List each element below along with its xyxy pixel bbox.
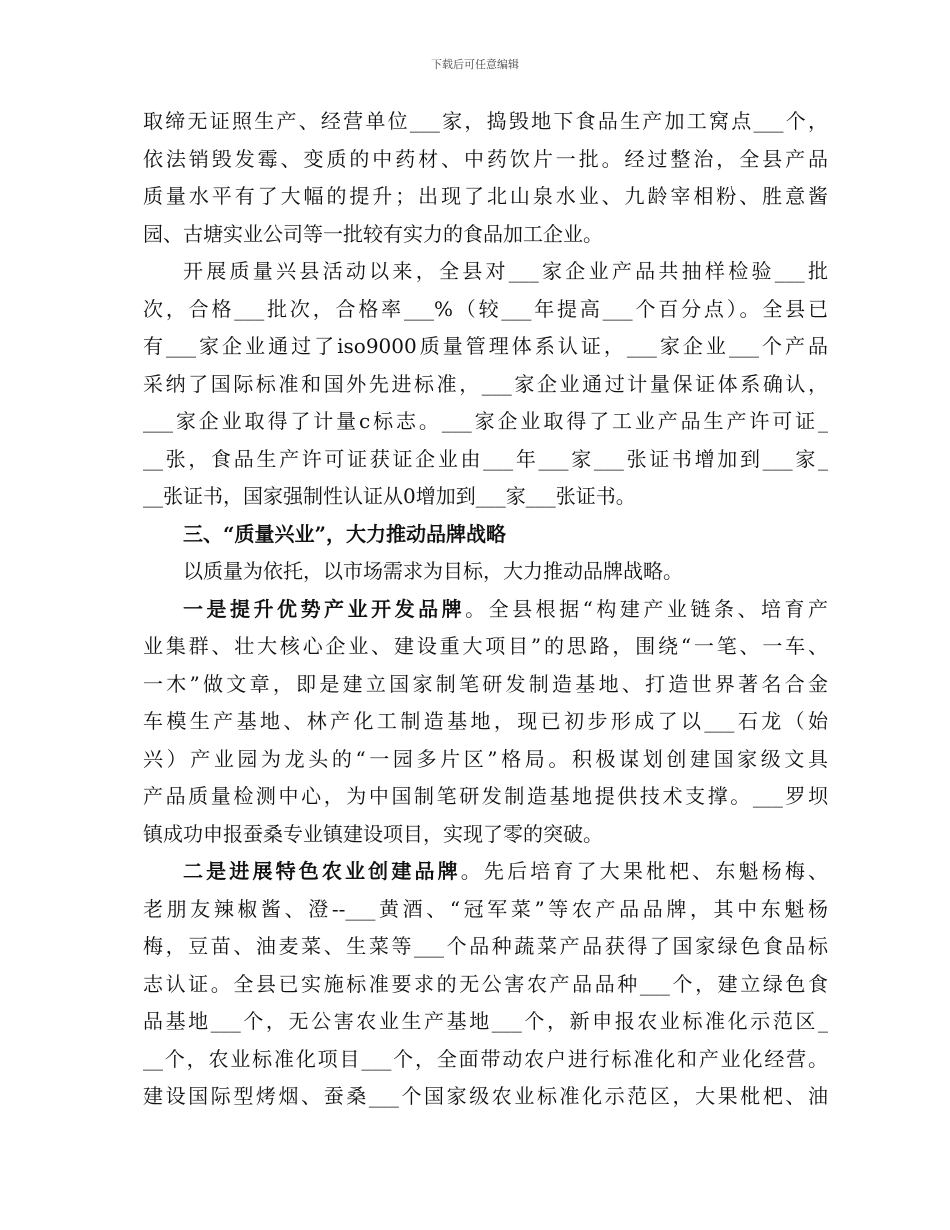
text-line (143, 966, 828, 1004)
line-text: 三、“质量兴业”，大力推动品牌战略 (183, 521, 507, 546)
line-text: 产品质量检测中心，为中国制笔研发制造基地提供技术支撑。___罗坝 (143, 784, 828, 808)
text-line (143, 478, 828, 516)
line-text: 园、古塘实业公司等一批较有实力的食品加工企业。 (143, 221, 603, 246)
line-text: 以质量为依托，以市场需求为目标，大力推动品牌战略。 (183, 559, 683, 583)
line-text: 业集群、壮大核心企业、建设重大项目”的思路，围绕“一笔、一车、 (143, 634, 828, 658)
text-line (143, 141, 828, 179)
text-line (143, 366, 828, 404)
text-line (143, 853, 828, 891)
text-line (143, 178, 828, 216)
line-text: __张，食品生产许可证获证企业由___年___家___张证书增加到___家_ (143, 446, 828, 471)
text-line (143, 816, 828, 854)
text-line (143, 628, 828, 666)
text-line (143, 1003, 828, 1041)
line-text: 。先后培育了大果枇杷、东魁杨梅、 (460, 859, 829, 883)
text-line (143, 103, 828, 141)
text-line (143, 253, 828, 291)
line-text: 采纳了国际标准和国外先进标准，___家企业通过计量保证体系确认， (143, 371, 828, 396)
line-text: 取缔无证照生产、经营单位___家，捣毁地下食品生产加工窝点___个， (143, 109, 828, 133)
text-line (143, 778, 828, 816)
line-text: 有___家企业通过了iso9000质量管理体系认证，___家企业___个产品 (143, 334, 828, 358)
section-heading (143, 516, 828, 554)
line-text: 质量水平有了大幅的提升；出现了北山泉水业、九龄宰相粉、胜意酱 (143, 184, 828, 208)
text-line (143, 403, 828, 441)
text-line (143, 328, 828, 366)
line-text: 开展质量兴县活动以来，全县对___家企业产品共抽样检验___批 (183, 259, 828, 283)
line-text: 老朋友辣椒酱、澄--___黄酒、“冠军菜”等农产品品牌，其中东魁杨 (143, 896, 828, 921)
bold-lead-phrase: 二是进展特色农业创建品牌 (183, 859, 461, 883)
line-text: 兴）产业园为龙头的“一园多片区”格局。积极谋划创建国家级文具 (143, 746, 828, 771)
text-line (143, 1041, 828, 1079)
bold-lead-phrase: 一是提升优势产业开发品牌 (183, 596, 466, 621)
line-text: 车模生产基地、林产化工制造基地，现已初步形成了以___石龙（始 (143, 709, 828, 733)
text-line (143, 216, 828, 254)
line-text: __张证书，国家强制性认证从0增加到___家___张证书。 (143, 484, 636, 508)
line-text: 建设国际型烤烟、蚕桑___个国家级农业标准化示范区，大果枇杷、油 (143, 1084, 828, 1108)
line-text: ___家企业取得了计量c标志。___家企业取得了工业产品生产许可证_ (143, 409, 828, 433)
line-text: 。全县根据“构建产业链条、培育产 (465, 596, 828, 621)
line-text: 依法销毁发霉、变质的中药材、中药饮片一批。经过整治，全县产品 (143, 146, 828, 171)
text-line (143, 1078, 828, 1116)
line-text: 品基地___个，无公害农业生产基地___个，新申报农业标准化示范区_ (143, 1009, 828, 1033)
text-line (143, 928, 828, 966)
line-text: 镇成功申报蚕桑专业镇建设项目，实现了零的突破。 (143, 821, 603, 846)
text-line (143, 591, 828, 629)
line-text: 次，合格___批次，合格率___%（较___年提高___个百分点）。全县已 (143, 296, 828, 321)
document-body (143, 103, 828, 1116)
page-header: 下载后可任意编辑 (431, 58, 519, 71)
text-line (143, 441, 828, 479)
line-text: 梅，豆苗、油麦菜、生菜等___个品种蔬菜产品获得了国家绿色食品标 (143, 934, 828, 958)
line-text: __个，农业标准化项目___个，全面带动农户进行标准化和产业化经营。 (143, 1046, 828, 1071)
text-line (143, 891, 828, 929)
text-line (143, 666, 828, 704)
line-text: 一木”做文章，即是建立国家制笔研发制造基地、打造世界著名合金 (143, 671, 828, 696)
text-line (143, 553, 828, 591)
text-line (143, 291, 828, 329)
line-text: 志认证。全县已实施标准要求的无公害农产品品种___个，建立绿色食 (143, 971, 828, 996)
text-line (143, 741, 828, 779)
text-line (143, 703, 828, 741)
